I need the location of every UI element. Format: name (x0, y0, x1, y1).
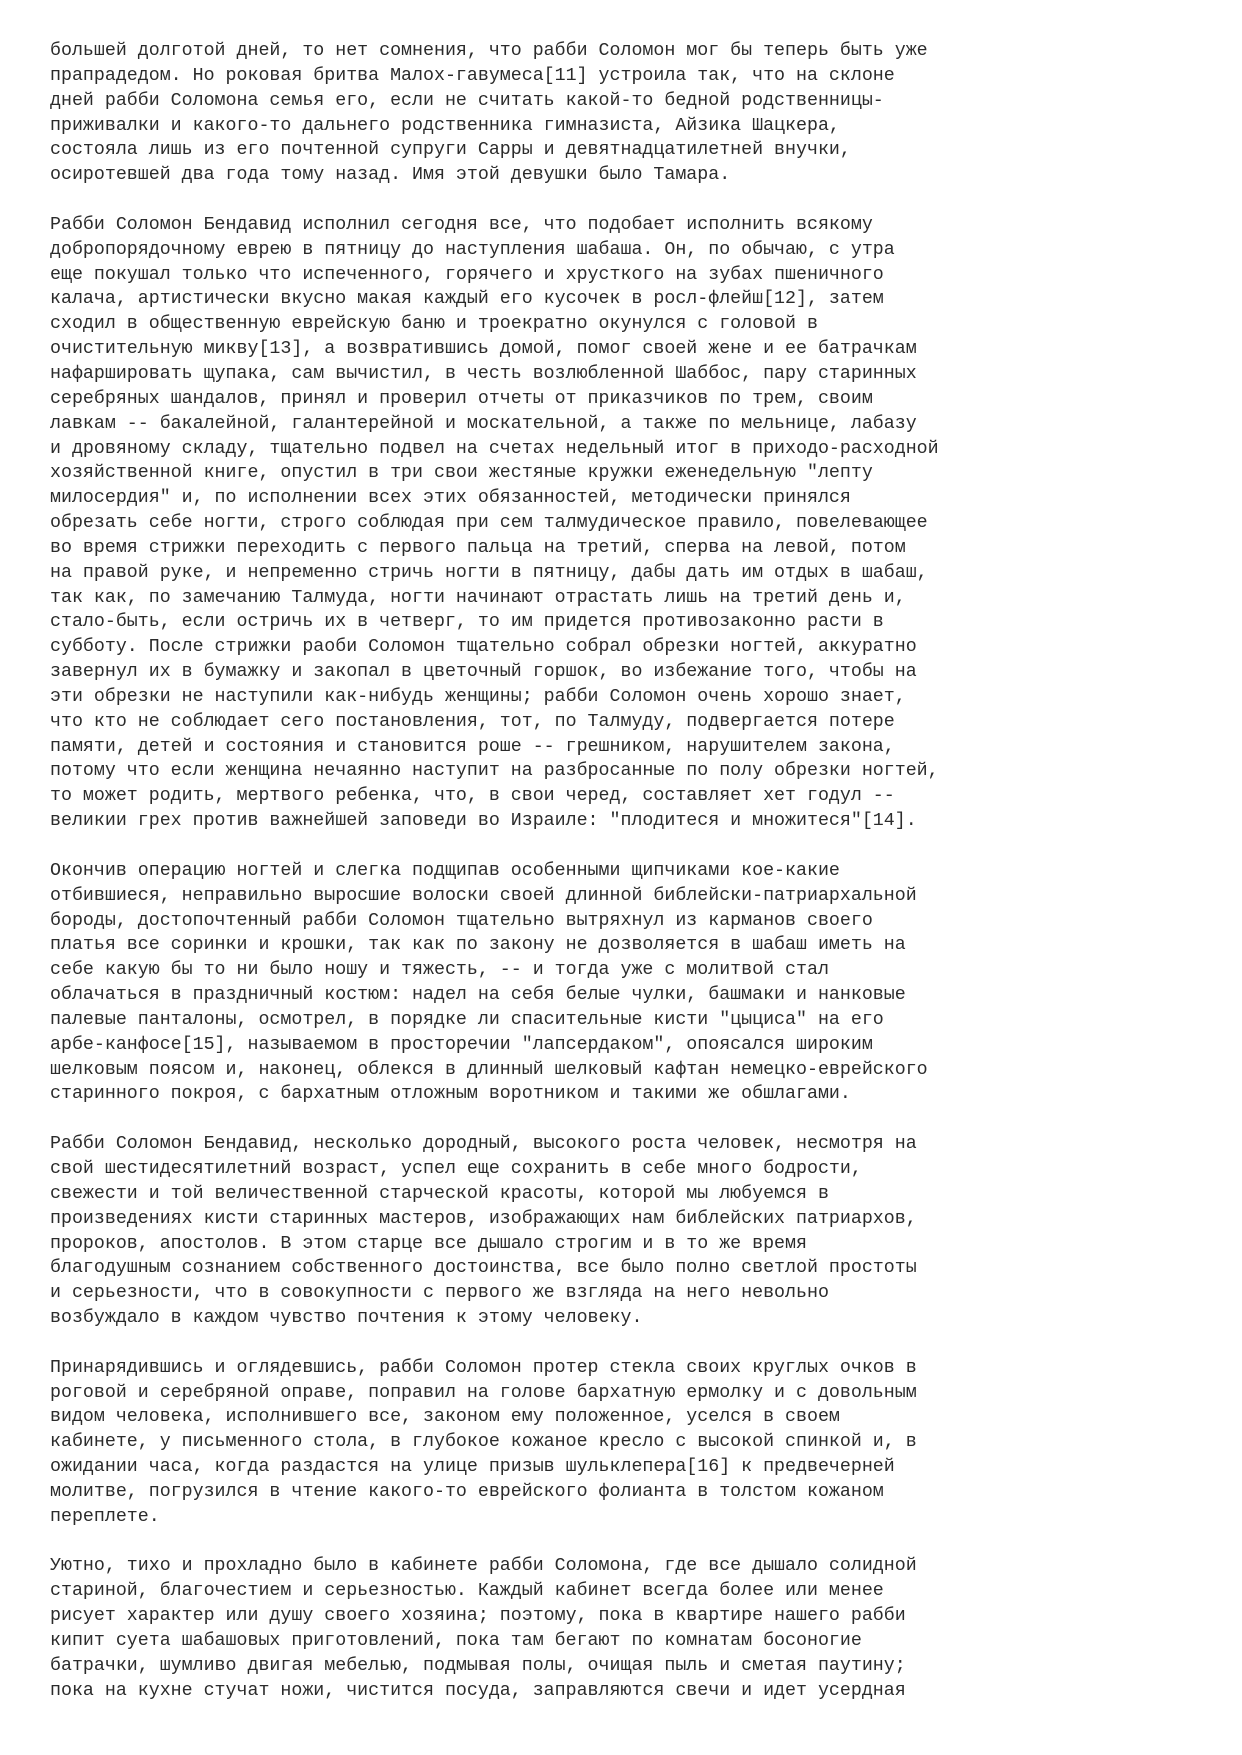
text-line: большей долготой дней, то нет сомнения, что рабби Соломон мог бы теперь быть уже (50, 41, 928, 61)
text-line: бороды, достопочтенный рабби Соломон тщательно вытряхнул из карманов своего (50, 910, 873, 931)
text-line: возбуждало в каждом чувство почтения к этому человеку. (50, 1308, 643, 1329)
document-page (50, 39, 1200, 1728)
text-line: обрезать себе ногти, строго соблюдая при сем талмудическое правило, повелевающее (50, 513, 928, 534)
text-line: Рабби Соломон Бендавид исполнил сегодня все, что подобает исполнить всякому (50, 214, 873, 235)
paragraph (50, 859, 1200, 1107)
text-line: палевые панталоны, осмотрел, в порядке ли спасительные кисти "цыциса" на его (50, 1009, 884, 1030)
text-line: произведениях кисти старинных мастеров, изображающих нам библейских патриархов, (50, 1208, 917, 1229)
text-line: памяти, детей и состояния и становится роше -- грешником, нарушителем закона, (50, 736, 895, 757)
text-line: состояла лишь из его почтенной супруги Сарры и девятнадцатилетней внучки, (50, 140, 851, 161)
text-line: и серьезности, что в совокупности с первого же взгляда на него невольно (50, 1283, 829, 1304)
text-line: батрачки, шумливо двигая мебелью, подмывая полы, очищая пыль и сметая паутину; (50, 1655, 906, 1676)
paragraph (50, 1554, 1200, 1703)
text-line: хозяйственной книге, опустил в три свои жестяные кружки еженедельную "лепту (50, 463, 873, 484)
text-line: свой шестидесятилетний возраст, успел еще сохранить в себе много бодрости, (50, 1158, 862, 1179)
text-line: молитве, погрузился в чтение какого-то еврейского фолианта в толстом кожаном (50, 1481, 884, 1502)
text-line: переплете. (50, 1506, 160, 1527)
text-line: роговой и серебряной оправе, поправил на голове бархатную ермолку и с довольным (50, 1382, 917, 1403)
text-line: субботу. После стрижки раоби Соломон тщательно собрал обрезки ногтей, аккуратно (50, 637, 917, 658)
text-line: пророков, апостолов. В этом старце все дышало строгим и в то же время (50, 1233, 807, 1254)
text-line: стариной, благочестием и серьезностью. Каждый кабинет всегда более или менее (50, 1581, 884, 1602)
text-line: Окончив операцию ногтей и слегка подщипав особенными щипчиками кое-какие (50, 860, 840, 881)
text-line: приживалки и какого-то дальнего родственника гимназиста, Айзика Шацкера, (50, 115, 840, 136)
text-line: благодушным сознанием собственного достоинства, все было полно светлой простоты (50, 1258, 917, 1279)
text-line: завернул их в бумажку и закопал в цветочный горшок, во избежание того, чтобы на (50, 662, 917, 683)
text-line: арбе-канфосе[15], называемом в просторечии "лапсердаком", опоясался широким (50, 1034, 873, 1055)
text-line: кипит суета шабашовых приготовлений, пока там бегают по комнатам босоногие (50, 1631, 862, 1651)
text-line: кабинете, у письменного стола, в глубокое кожаное кресло с высокой спинкой и, в (50, 1432, 917, 1453)
text-line: что кто не соблюдает сего постановления, тот, по Талмуду, подвергается потере (50, 711, 895, 732)
text-line: шелковым поясом и, наконец, облекся в длинный шелковый кафтан немецко-еврейского (50, 1059, 928, 1080)
text-line: так как, по замечанию Талмуда, ногти начинают отрастать лишь на третий день и, (50, 587, 906, 608)
text-line: рисует характер или душу своего хозяина; поэтому, пока в квартире нашего рабби (50, 1606, 906, 1627)
text-line: эти обрезки не наступили как-нибудь женщины; рабби Соломон очень хорошо знает, (50, 686, 906, 707)
text-line: себе какую бы то ни было ношу и тяжесть, -- и тогда уже с молитвой стал (50, 960, 829, 981)
text-line: во время стрижки переходить с первого пальца на третий, сперва на левой, потом (50, 537, 906, 558)
text-line: платья все соринки и крошки, так как по закону не дозволяется в шабаш иметь на (50, 935, 906, 956)
text-line: лавкам -- бакалейной, галантерейной и москательной, а также по мельнице, лабазу (50, 413, 917, 434)
text-line: прапрадедом. Но роковая бритва Малох-гавумеса[11] устроила так, что на склоне (50, 65, 895, 86)
text-line: осиротевшей два года тому назад. Имя этой девушки было Тамара. (50, 165, 731, 186)
text-line: Принарядившись и оглядевшись, рабби Соломон протер стекла своих круглых очков в (50, 1357, 917, 1378)
paragraph (50, 1132, 1200, 1331)
paragraph (50, 213, 1200, 834)
text-line: Рабби Соломон Бендавид, несколько дородный, высокого роста человек, несмотря на (50, 1134, 917, 1155)
text-line: свежести и той величественной старческой красоты, которой мы любуемся в (50, 1183, 829, 1204)
text-line: ожидании часа, когда раздастся на улице призыв шульклепера[16] к предвечерней (50, 1457, 895, 1478)
text-line: очистительную микву[13], а возвратившись домой, помог своей жене и ее батрачкам (50, 339, 917, 360)
text-line: стало-быть, если остричь их в четверг, то им придется противозаконно расти в (50, 612, 884, 633)
paragraph (50, 39, 1200, 188)
text-line: калача, артистически вкусно макая каждый его кусочек в росл-флейш[12], затем (50, 289, 884, 310)
text-line: старинного покроя, с бархатным отложным воротником и такими же обшлагами. (50, 1084, 851, 1105)
text-line: Уютно, тихо и прохладно было в кабинете рабби Соломона, где все дышало солидной (50, 1556, 917, 1577)
text-line: видом человека, исполнившего все, законом ему положенное, уселся в своем (50, 1407, 840, 1428)
text-line: потому что если женщина нечаянно наступит на разбросанные по полу обрезки ногтей, (50, 761, 939, 782)
text-line: то может родить, мертвого ребенка, что, в свои черед, составляет хет годул -- (50, 786, 895, 807)
text-line: милосердия" и, по исполнении всех этих обязанностей, методически принялся (50, 488, 851, 509)
text-line: на правой руке, и непременно стричь ногти в пятницу, дабы дать им отдых в шабаш, (50, 562, 928, 583)
text-line: облачаться в праздничный костюм: надел на себя белые чулки, башмаки и нанковые (50, 985, 906, 1006)
text-line: добропорядочному еврею в пятницу до наступления шабаша. Он, по обычаю, с утра (50, 239, 895, 260)
text-line: серебряных шандалов, принял и проверил отчеты от приказчиков по трем, своим (50, 388, 873, 409)
text-line: еще покушал только что испеченного, горячего и хрусткого на зубах пшеничного (50, 264, 884, 285)
text-line: великии грех против важнейшей заповеди во Израиле: "плодитеся и множитеся"[14]. (50, 811, 917, 832)
text-line: отбившиеся, неправильно выросшие волоски своей длинной библейски-патриархальной (50, 885, 917, 906)
text-line: пока на кухне стучат ножи, чистится посуда, заправляются свечи и идет усердная (50, 1680, 906, 1701)
text-line: сходил в общественную еврейскую баню и троекратно окунулся с головой в (50, 314, 818, 335)
paragraph (50, 1356, 1200, 1530)
text-line: нафаршировать щупака, сам вычистил, в честь возлюбленной Шаббос, пару старинных (50, 363, 917, 384)
text-line: дней рабби Соломона семья его, если не считать какой-то бедной родственницы- (50, 90, 884, 111)
text-line: и дровяному складу, тщательно подвел на счетах недельный итог в приходо-расходной (50, 438, 939, 459)
